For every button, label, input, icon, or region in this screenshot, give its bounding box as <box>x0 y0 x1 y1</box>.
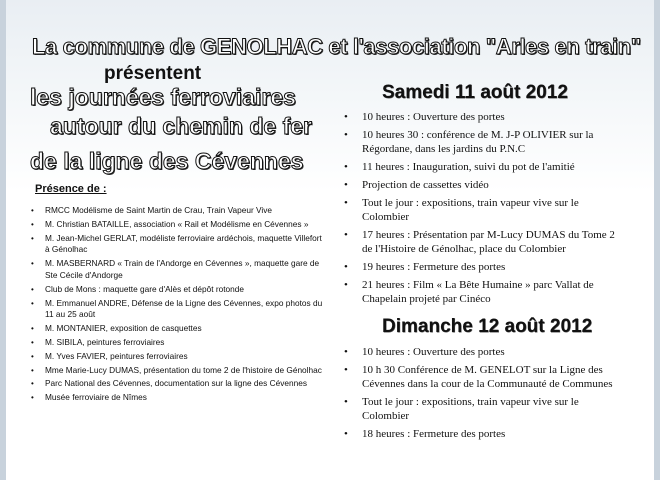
program-item: • Tout le jour : expositions, train vapeur vive sur le Colombier <box>344 395 626 423</box>
presence-item: • M. Christian BATAILLE, association « Rail et Modélisme en Cévennes » <box>28 219 328 231</box>
presence-item: • Musée ferroviaire de Nîmes <box>28 392 328 404</box>
presence-item: • Mme Marie-Lucy DUMAS, présentation du tome 2 de l'histoire de Génolhac <box>28 365 328 377</box>
program-item: • 10 heures : Ouverture des portes <box>344 345 626 359</box>
program-item: • 17 heures : Présentation par M-Lucy DUMAS du Tome 2 de l'Histoire de Génolhac, place du Colombier <box>344 228 626 256</box>
page-edge-left <box>0 0 6 480</box>
presence-item: • M. Jean-Michel GERLAT, modéliste ferroviaire ardéchois, maquette Villefort à Génolhac <box>28 233 328 257</box>
page-edge-right <box>654 0 660 480</box>
program-item: • 10 heures : Ouverture des portes <box>344 110 626 124</box>
program-item: • 21 heures : Film « La Bête Humaine » parc Vallat de Chapelain projeté par Cinéco <box>344 278 626 306</box>
program-item: • 19 heures : Fermeture des portes <box>344 260 626 274</box>
sunday-heading: Dimanche 12 août 2012 <box>382 316 593 337</box>
program-item: • Projection de cassettes vidéo <box>344 178 626 192</box>
poster-title-line2: les journées ferroviaires <box>30 84 296 110</box>
presence-item: • RMCC Modélisme de Saint Martin de Crau, Train Vapeur Vive <box>28 205 328 217</box>
program-item: • Tout le jour : expositions, train vapeur vive sur le Colombier <box>344 196 626 224</box>
presence-item: • M. MASBERNARD « Train de l'Andorge en Cévennes », maquette gare de Ste Cécile d'Andorge <box>28 258 328 282</box>
program-item: • 18 heures : Fermeture des portes <box>344 427 626 441</box>
presence-item: • M. Emmanuel ANDRE, Défense de la Ligne des Cévennes, expo photos du 11 au 25 août <box>28 298 328 322</box>
poster-title-line4: de la ligne des Cévennes <box>30 148 304 174</box>
saturday-heading: Samedi 11 août 2012 <box>382 82 568 103</box>
program-item: • 10 h 30 Conférence de M. GENELOT sur la Ligne des Cévennes dans la cour de la Communauté de Communes <box>344 363 626 391</box>
poster-title-line1: La commune de GENOLHAC et l'association "Arles en train" <box>32 34 641 59</box>
presence-item: • Club de Mons : maquette gare d'Alès et dépôt rotonde <box>28 284 328 296</box>
presence-item: • Parc National des Cévennes, documentation sur la ligne des Cévennes <box>28 378 328 390</box>
saturday-program-list <box>344 110 626 310</box>
presence-item: • M. SIBILA, peintures ferroviaires <box>28 337 328 349</box>
poster-title-line3: autour du chemin de fer <box>50 113 312 139</box>
program-item: • 10 heures 30 : conférence de M. J-P OLIVIER sur la Régordane, dans les jardins du P.N.C <box>344 128 626 156</box>
presence-item: • M. MONTANIER, exposition de casquettes <box>28 323 328 335</box>
presence-heading: Présence de : <box>35 183 107 195</box>
poster-title-presentent: présentent <box>104 63 202 84</box>
program-item: • 11 heures : Inauguration, suivi du pot de l'amitié <box>344 160 626 174</box>
presence-item: • M. Yves FAVIER, peintures ferroviaires <box>28 351 328 363</box>
presence-list <box>28 205 328 406</box>
sunday-program-list <box>344 345 626 445</box>
